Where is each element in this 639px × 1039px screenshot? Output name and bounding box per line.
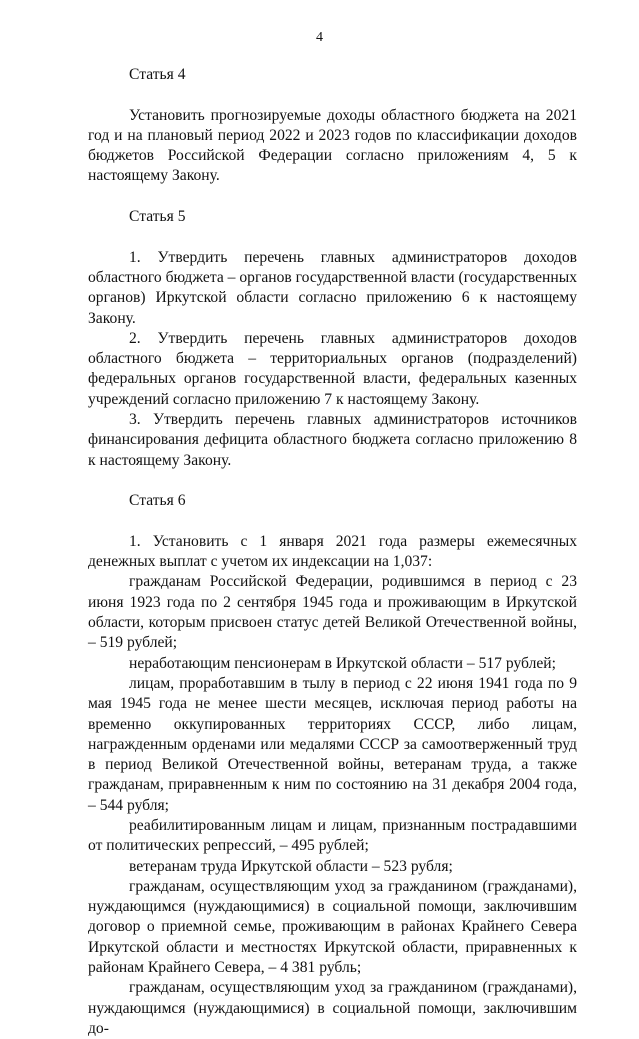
- payment-foster-family-continued: гражданам, осуществляющим уход за гражданином (гражданами), нуждающимся (нуждающимися) в социальной помощи, заключившим до-: [88, 979, 577, 1037]
- payment-home-front-workers: лицам, проработавшим в тылу в период с 22 июня 1941 года по 9 мая 1945 года не менее шести месяцев, исключая период работы на временно оккупированных территориях СССР, либо лицам, награжденным орденами или медалями СССР за самоотверженный труд в период Великой Отечественной войны, ветеранам труда, а также гражданам, приравненным к ним по состоянию на 31 декабря 2004 года, – 544 рубля;: [88, 674, 577, 814]
- article-4-paragraph: Установить прогнозируемые доходы областного бюджета на 2021 год и на плановый период 2022 и 2023 годов по классификации доходов бюджетов Российской Федерации согласно приложениям 4, 5 к настоящему Закону.: [88, 106, 577, 185]
- payment-foster-family-north: гражданам, осуществляющим уход за гражданином (гражданами), нуждающимся (нуждающимися) в социальной помощи, заключившим договор о приемной семье, проживающим в районах Крайнего Севера Иркутской области и местностях Иркутской области, приравненных к районам Крайнего Севера, – 4 381 рубль;: [88, 877, 577, 977]
- page-number: 4: [316, 30, 323, 45]
- spacer: [88, 227, 577, 247]
- spacer: [88, 471, 577, 491]
- article-6-heading: Статья 6: [129, 492, 186, 510]
- payment-pensioners: неработающим пенсионерам в Иркутской области – 517 рублей;: [129, 654, 556, 672]
- payment-labor-veterans: ветеранам труда Иркутской области – 523 рубля;: [129, 857, 453, 875]
- spacer: [88, 85, 577, 105]
- article-5-item-3: 3. Утвердить перечень главных администраторов источников финансирования дефицита областного бюджета согласно приложению 8 к настоящему Закону.: [88, 411, 577, 469]
- article-4-heading: Статья 4: [129, 66, 186, 83]
- payment-rehabilitated: реабилитированным лицам и лицам, признанным пострадавшими от политических репрессий, – 495 рублей;: [88, 816, 577, 855]
- spacer: [88, 512, 577, 532]
- article-5-item-2: 2. Утвердить перечень главных администраторов доходов областного бюджета – территориальных органов (подразделений) федеральных органов государственной власти, федеральных казенных учреждений согласно приложению 7 к настоящему Закону.: [88, 329, 577, 408]
- article-5-item-1: 1. Утвердить перечень главных администраторов доходов областного бюджета – органов государственной власти (государственных органов) Иркутской области согласно приложению 6 к настоящему Закону.: [88, 248, 578, 327]
- document-body: [88, 65, 577, 1039]
- article-5-heading: Статья 5: [129, 208, 186, 226]
- spacer: [88, 187, 577, 207]
- article-6-item-1: 1. Установить с 1 января 2021 года размеры ежемесячных денежных выплат с учетом их индексации на 1,037:: [88, 532, 577, 571]
- payment-children-of-war: гражданам Российской Федерации, родившимся в период с 23 июня 1923 года по 2 сентября 1945 года и проживающим в Иркутской области, которым присвоен статус детей Великой Отечественной войны, – 519 рублей;: [88, 573, 577, 652]
